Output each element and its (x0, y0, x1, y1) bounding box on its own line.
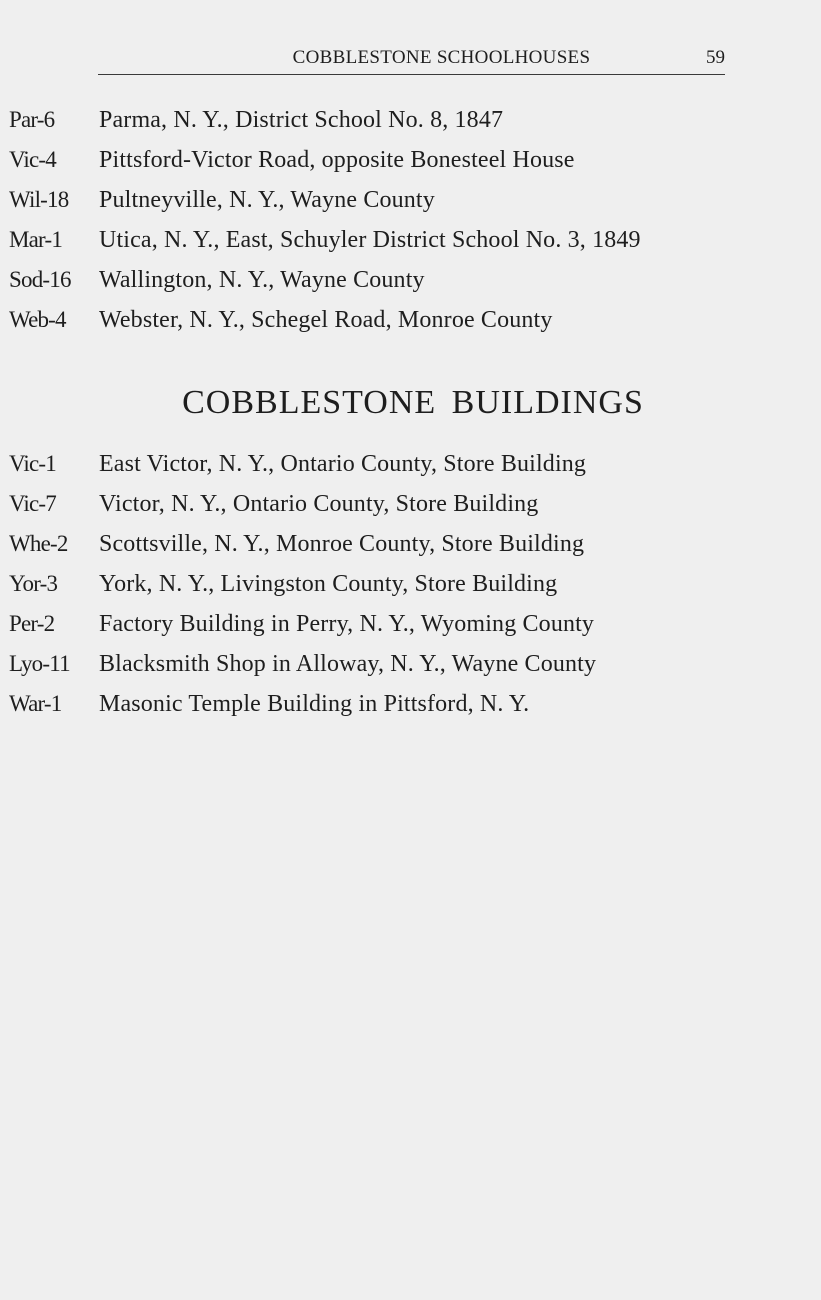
entry-code: Whe-2 (9, 531, 68, 556)
list-item (0, 684, 821, 724)
entry-description: Parma, N. Y., District School No. 8, 1847 (99, 107, 504, 133)
list-item (0, 644, 821, 684)
section-heading-buildings: COBBLESTONE BUILDINGS (182, 384, 644, 421)
list-item (0, 604, 821, 644)
list-item (0, 100, 821, 140)
entry-code: Wil-18 (9, 187, 69, 212)
list-item (0, 524, 821, 564)
buildings-list (0, 444, 821, 724)
entry-code: War-1 (9, 691, 62, 716)
entry-code: Vic-1 (9, 451, 56, 476)
entry-description: York, N. Y., Livingston County, Store Building (99, 571, 558, 597)
entry-description: Webster, N. Y., Schegel Road, Monroe County (99, 307, 553, 333)
list-item (0, 300, 821, 340)
entry-description: Pittsford-Victor Road, opposite Bonesteel House (99, 147, 575, 173)
entry-description: Pultneyville, N. Y., Wayne County (99, 187, 435, 213)
list-item (0, 180, 821, 220)
list-item (0, 260, 821, 300)
entry-code: Vic-4 (9, 147, 56, 172)
entry-description: Masonic Temple Building in Pittsford, N. Y. (99, 691, 530, 717)
entry-code: Per-2 (9, 611, 55, 636)
entry-code: Par-6 (9, 107, 55, 132)
entry-code: Lyo-11 (9, 651, 70, 676)
list-item (0, 444, 821, 484)
running-title: COBBLESTONE SCHOOLHOUSES (292, 47, 591, 68)
page-header (98, 46, 725, 75)
entry-code: Web-4 (9, 307, 66, 332)
list-item (0, 484, 821, 524)
entry-description: Victor, N. Y., Ontario County, Store Building (99, 491, 539, 517)
entry-description: Factory Building in Perry, N. Y., Wyoming County (99, 611, 595, 637)
entry-code: Yor-3 (9, 571, 58, 596)
entry-description: Utica, N. Y., East, Schuyler District School No. 3, 1849 (99, 227, 641, 253)
entry-code: Vic-7 (9, 491, 56, 516)
list-item (0, 140, 821, 180)
schoolhouse-list (0, 100, 821, 340)
entry-code: Mar-1 (9, 227, 63, 252)
page-number: 59 (706, 47, 725, 68)
list-item (0, 220, 821, 260)
entry-description: Blacksmith Shop in Alloway, N. Y., Wayne County (99, 651, 597, 677)
list-item (0, 564, 821, 604)
entry-description: Scottsville, N. Y., Monroe County, Store Building (99, 531, 585, 557)
entry-code: Sod-16 (9, 267, 71, 292)
entry-description: East Victor, N. Y., Ontario County, Store Building (99, 451, 587, 477)
entry-description: Wallington, N. Y., Wayne County (99, 267, 425, 293)
